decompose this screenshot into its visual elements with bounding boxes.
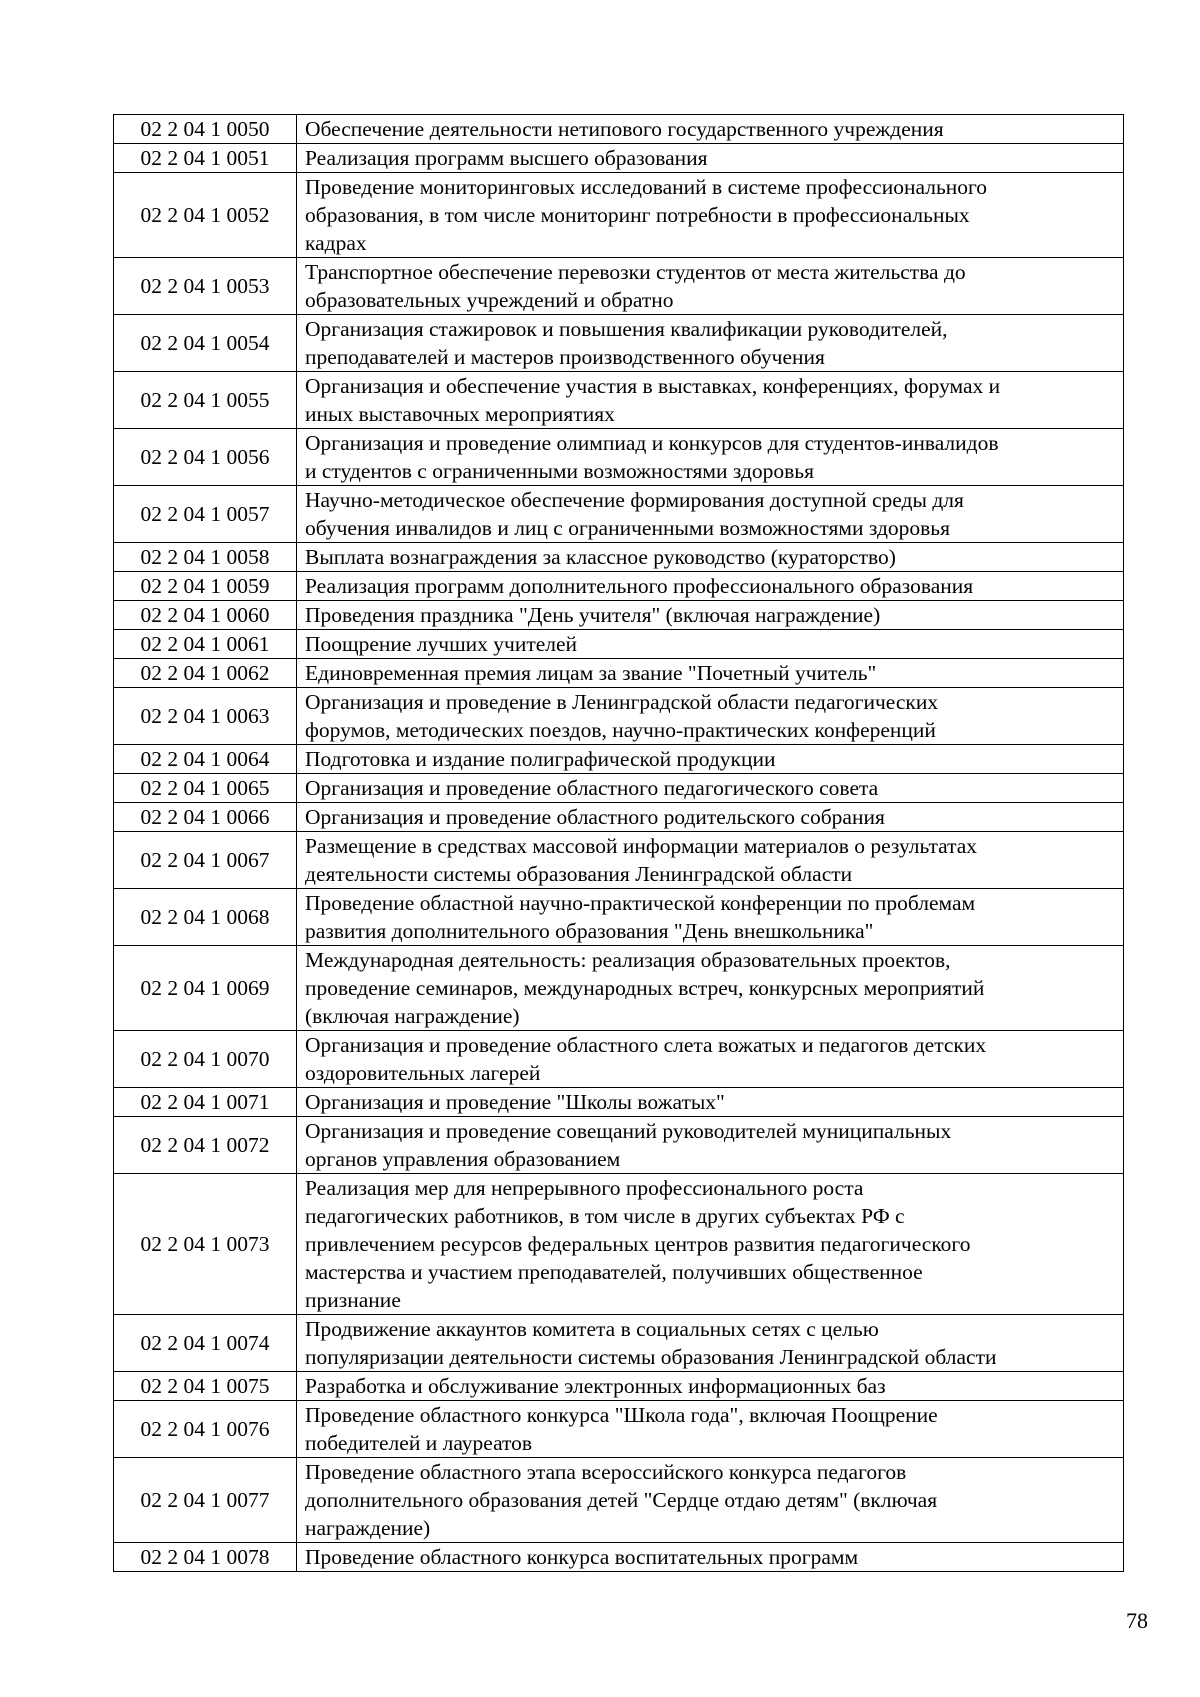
row-code: 02 2 04 1 0073	[114, 1174, 297, 1315]
row-description	[297, 543, 1124, 572]
table-row	[114, 315, 1124, 372]
row-description	[297, 258, 1124, 315]
row-code: 02 2 04 1 0071	[114, 1088, 297, 1117]
row-code: 02 2 04 1 0055	[114, 372, 297, 429]
row-description	[297, 372, 1124, 429]
description-line: развития дополнительного образования "День внешкольника"	[305, 919, 874, 943]
description-line: органов управления образованием	[305, 1147, 621, 1171]
row-description	[297, 572, 1124, 601]
table-row	[114, 1088, 1124, 1117]
table-row	[114, 1031, 1124, 1088]
table-row	[114, 774, 1124, 803]
description-line: Транспортное обеспечение перевозки студентов от места жительства до	[305, 260, 966, 284]
description-line: проведение семинаров, международных встреч, конкурсных мероприятий	[305, 976, 985, 1000]
row-description	[297, 115, 1124, 144]
table-row	[114, 889, 1124, 946]
description-line: Размещение в средствах массовой информации материалов о результатах	[305, 834, 978, 858]
description-line: награждение)	[305, 1516, 431, 1540]
row-description	[297, 429, 1124, 486]
row-description	[297, 803, 1124, 832]
row-code: 02 2 04 1 0078	[114, 1543, 297, 1572]
description-line: Организация стажировок и повышения квалификации руководителей,	[305, 317, 948, 341]
row-code: 02 2 04 1 0058	[114, 543, 297, 572]
description-line: Проведения праздника "День учителя" (включая награждение)	[305, 603, 881, 627]
table-row	[114, 1543, 1124, 1572]
row-code: 02 2 04 1 0057	[114, 486, 297, 543]
row-code: 02 2 04 1 0050	[114, 115, 297, 144]
row-code: 02 2 04 1 0060	[114, 601, 297, 630]
row-description	[297, 832, 1124, 889]
description-line: признание	[305, 1288, 401, 1312]
description-line: Научно-методическое обеспечение формирования доступной среды для	[305, 488, 964, 512]
row-description	[297, 601, 1124, 630]
table-row	[114, 630, 1124, 659]
row-description	[297, 1372, 1124, 1401]
description-line: кадрах	[305, 231, 367, 255]
table-row	[114, 1117, 1124, 1174]
row-code: 02 2 04 1 0062	[114, 659, 297, 688]
table-row	[114, 572, 1124, 601]
description-line: оздоровительных лагерей	[305, 1061, 541, 1085]
description-line: Проведение областного конкурса воспитательных программ	[305, 1545, 859, 1569]
row-description	[297, 774, 1124, 803]
description-line: (включая награждение)	[305, 1004, 520, 1028]
row-code: 02 2 04 1 0059	[114, 572, 297, 601]
description-line: Реализация программ дополнительного профессионального образования	[305, 574, 974, 598]
row-description	[297, 1401, 1124, 1458]
description-line: Организация и проведение совещаний руководителей муниципальных	[305, 1119, 952, 1143]
row-code: 02 2 04 1 0076	[114, 1401, 297, 1458]
description-line: Организация и проведение "Школы вожатых"	[305, 1090, 725, 1114]
row-description	[297, 486, 1124, 543]
row-code: 02 2 04 1 0051	[114, 144, 297, 173]
table-row	[114, 1458, 1124, 1543]
row-description	[297, 173, 1124, 258]
row-description	[297, 745, 1124, 774]
table-row	[114, 1174, 1124, 1315]
description-line: образовательных учреждений и обратно	[305, 288, 674, 312]
row-description	[297, 315, 1124, 372]
description-line: Подготовка и издание полиграфической продукции	[305, 747, 776, 771]
row-code: 02 2 04 1 0056	[114, 429, 297, 486]
page-number: 78	[1126, 1608, 1148, 1633]
description-line: форумов, методических поездов, научно-практических конференций	[305, 718, 936, 742]
row-code: 02 2 04 1 0065	[114, 774, 297, 803]
row-description	[297, 1543, 1124, 1572]
row-description	[297, 889, 1124, 946]
description-line: привлечением ресурсов федеральных центров развития педагогического	[305, 1232, 971, 1256]
row-code: 02 2 04 1 0063	[114, 688, 297, 745]
description-line: популяризации деятельности системы образования Ленинградской области	[305, 1345, 997, 1369]
table-row	[114, 601, 1124, 630]
description-line: Реализация программ высшего образования	[305, 146, 708, 170]
row-code: 02 2 04 1 0068	[114, 889, 297, 946]
description-line: образования, в том числе мониторинг потребности в профессиональных	[305, 203, 970, 227]
table-body	[114, 115, 1124, 1572]
row-code: 02 2 04 1 0070	[114, 1031, 297, 1088]
description-line: Продвижение аккаунтов комитета в социальных сетях с целью	[305, 1317, 879, 1341]
table-row	[114, 803, 1124, 832]
description-line: педагогических работников, в том числе в других субъектах РФ с	[305, 1204, 905, 1228]
description-line: Разработка и обслуживание электронных информационных баз	[305, 1374, 886, 1398]
description-line: мастерства и участием преподавателей, получивших общественное	[305, 1260, 923, 1284]
table-row	[114, 372, 1124, 429]
description-line: Проведение областного этапа всероссийского конкурса педагогов	[305, 1460, 907, 1484]
row-code: 02 2 04 1 0072	[114, 1117, 297, 1174]
table-row	[114, 543, 1124, 572]
description-line: Организация и проведение в Ленинградской области педагогических	[305, 690, 939, 714]
description-line: иных выставочных мероприятиях	[305, 402, 615, 426]
row-description	[297, 688, 1124, 745]
table-row	[114, 688, 1124, 745]
description-line: Проведение мониторинговых исследований в системе профессионального	[305, 175, 988, 199]
row-code: 02 2 04 1 0052	[114, 173, 297, 258]
row-code: 02 2 04 1 0066	[114, 803, 297, 832]
row-code: 02 2 04 1 0061	[114, 630, 297, 659]
row-code: 02 2 04 1 0064	[114, 745, 297, 774]
row-code: 02 2 04 1 0074	[114, 1315, 297, 1372]
row-description	[297, 144, 1124, 173]
description-line: победителей и лауреатов	[305, 1431, 533, 1455]
table-row	[114, 258, 1124, 315]
table-row	[114, 115, 1124, 144]
description-line: дополнительного образования детей "Сердце отдаю детям" (включая	[305, 1488, 938, 1512]
table-row	[114, 429, 1124, 486]
table-row	[114, 659, 1124, 688]
row-description	[297, 946, 1124, 1031]
table-row	[114, 144, 1124, 173]
row-description	[297, 630, 1124, 659]
description-line: обучения инвалидов и лиц с ограниченными возможностями здоровья	[305, 516, 950, 540]
table-row	[114, 1401, 1124, 1458]
description-line: Выплата вознаграждения за классное руководство (кураторство)	[305, 545, 896, 569]
row-description	[297, 1458, 1124, 1543]
row-description	[297, 1031, 1124, 1088]
description-line: Проведение областной научно-практической конференции по проблемам	[305, 891, 976, 915]
table-row	[114, 173, 1124, 258]
row-description	[297, 1174, 1124, 1315]
description-line: преподавателей и мастеров производственного обучения	[305, 345, 825, 369]
description-line: Реализация мер для непрерывного профессионального роста	[305, 1176, 864, 1200]
row-code: 02 2 04 1 0054	[114, 315, 297, 372]
table-row	[114, 946, 1124, 1031]
row-code: 02 2 04 1 0053	[114, 258, 297, 315]
row-code: 02 2 04 1 0077	[114, 1458, 297, 1543]
description-line: деятельности системы образования Ленинградской области	[305, 862, 853, 886]
row-description	[297, 1117, 1124, 1174]
row-description	[297, 659, 1124, 688]
description-line: Организация и проведение областного педагогического совета	[305, 776, 879, 800]
description-line: и студентов с ограниченными возможностями здоровья	[305, 459, 814, 483]
table-row	[114, 832, 1124, 889]
row-code: 02 2 04 1 0075	[114, 1372, 297, 1401]
description-line: Единовременная премия лицам за звание "Почетный учитель"	[305, 661, 877, 685]
table-row	[114, 1315, 1124, 1372]
description-line: Организация и проведение областного родительского собрания	[305, 805, 885, 829]
description-line: Поощрение лучших учителей	[305, 632, 578, 656]
table-row	[114, 486, 1124, 543]
table-row	[114, 745, 1124, 774]
description-line: Обеспечение деятельности нетипового государственного учреждения	[305, 117, 944, 141]
description-line: Организация и обеспечение участия в выставках, конференциях, форумах и	[305, 374, 1001, 398]
description-line: Международная деятельность: реализация образовательных проектов,	[305, 948, 951, 972]
description-line: Организация и проведение олимпиад и конкурсов для студентов-инвалидов	[305, 431, 999, 455]
row-description	[297, 1088, 1124, 1117]
table-row	[114, 1372, 1124, 1401]
budget-code-table	[113, 114, 1124, 1572]
row-code: 02 2 04 1 0067	[114, 832, 297, 889]
description-line: Проведение областного конкурса "Школа года", включая Поощрение	[305, 1403, 938, 1427]
row-code: 02 2 04 1 0069	[114, 946, 297, 1031]
row-description	[297, 1315, 1124, 1372]
description-line: Организация и проведение областного слета вожатых и педагогов детских	[305, 1033, 987, 1057]
